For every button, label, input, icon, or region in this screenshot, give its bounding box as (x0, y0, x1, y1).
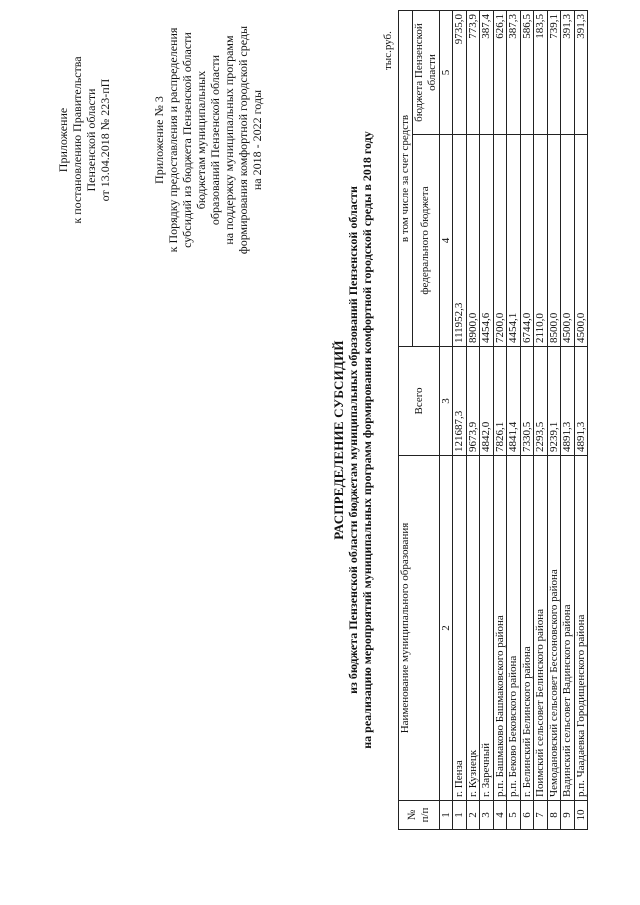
table-row (507, 11, 521, 830)
row-num: 1 (453, 801, 467, 830)
table-row (561, 11, 575, 830)
appendix-line: бюджетам муниципальных (194, 70, 208, 210)
row-name: г. Белинский Белинского района (520, 456, 534, 801)
table-row (574, 11, 588, 830)
row-regional: 739,1 (547, 11, 561, 135)
col-number: 1 (439, 801, 453, 830)
row-regional: 391,3 (561, 11, 575, 135)
header-including: в том числе за счет средств (399, 11, 413, 347)
row-total: 4842,0 (480, 347, 494, 456)
row-total: 4841,4 (507, 347, 521, 456)
appendix-line: Приложение № 3 (152, 96, 166, 184)
col-number: 5 (439, 11, 453, 135)
header-federal: федерального бюджета (412, 135, 439, 347)
appendix-block-resolution (56, 20, 112, 260)
appendix-line: на поддержку муниципальных программ (222, 35, 236, 245)
col-number: 3 (439, 347, 453, 456)
row-federal: 8500,0 (547, 135, 561, 347)
row-num: 2 (466, 801, 480, 830)
col-number: 4 (439, 135, 453, 347)
appendix-line: формирования комфортной городской среды (236, 25, 250, 255)
table-row (534, 11, 548, 830)
row-name: р.п. Башмаково Башмаковского района (493, 456, 507, 801)
table-row (453, 11, 467, 830)
appendix-line: к постановлению Правительства (70, 56, 84, 224)
row-name: г. Заречный (480, 456, 494, 801)
appendix-block-procedure (152, 20, 264, 260)
units-label: тыс.руб. (382, 31, 394, 70)
appendix-line: субсидий из бюджета Пензенской области (180, 32, 194, 248)
table-row (480, 11, 494, 830)
appendix-line: к Порядку предоставления и распределения (166, 27, 180, 253)
appendix-line: на 2018 - 2022 годы (250, 89, 264, 191)
row-federal: 4500,0 (574, 135, 588, 347)
header-total: Всего (399, 347, 440, 456)
row-total: 4891,3 (574, 347, 588, 456)
table-header-row (399, 11, 413, 830)
table-row (466, 11, 480, 830)
row-federal: 8900,0 (466, 135, 480, 347)
title-main: РАСПРЕДЕЛЕНИЕ СУБСИДИЙ (331, 340, 346, 540)
appendix-line: от 13.04.2018 № 223-пП (98, 78, 112, 202)
row-num: 4 (493, 801, 507, 830)
row-federal: 111952,3 (453, 135, 467, 347)
column-number-row (439, 11, 453, 830)
row-total: 9239,1 (547, 347, 561, 456)
row-federal: 4454,1 (507, 135, 521, 347)
row-total: 121687,3 (453, 347, 467, 456)
row-regional: 391,3 (574, 11, 588, 135)
row-regional: 773,9 (466, 11, 480, 135)
header-num: № п/п (399, 801, 440, 830)
row-federal: 7200,0 (493, 135, 507, 347)
row-regional: 9735,0 (453, 11, 467, 135)
row-federal: 6744,0 (520, 135, 534, 347)
row-regional: 626,1 (493, 11, 507, 135)
row-name: Чемодановский сельсовет Бессоновского района (547, 456, 561, 801)
row-total: 2293,5 (534, 347, 548, 456)
row-regional: 387,4 (480, 11, 494, 135)
row-total: 4891,3 (561, 347, 575, 456)
row-federal: 4454,6 (480, 135, 494, 347)
row-num: 10 (574, 801, 588, 830)
row-federal: 4500,0 (561, 135, 575, 347)
row-total: 9673,9 (466, 347, 480, 456)
appendix-line: Приложение (56, 107, 70, 173)
row-num: 8 (547, 801, 561, 830)
row-total: 7826,1 (493, 347, 507, 456)
row-num: 7 (534, 801, 548, 830)
appendix-line: Пензенской области (84, 88, 98, 192)
row-name: р.п. Беково Бековского района (507, 456, 521, 801)
row-num: 6 (520, 801, 534, 830)
table-row (520, 11, 534, 830)
subsidy-table (398, 10, 588, 830)
row-name: г. Кузнецк (466, 456, 480, 801)
row-num: 9 (561, 801, 575, 830)
row-regional: 387,3 (507, 11, 521, 135)
row-name: Вадинский сельсовет Вадинского района (561, 456, 575, 801)
row-name: р.п. Чаадаевка Городищенского района (574, 456, 588, 801)
row-num: 3 (480, 801, 494, 830)
row-total: 7330,5 (520, 347, 534, 456)
table-row (493, 11, 507, 830)
col-number: 2 (439, 456, 453, 801)
header-regional: бюджета Пензенской области (412, 11, 439, 135)
document-title (332, 10, 374, 870)
document-page (40, 10, 600, 870)
appendix-line: образований Пензенской области (208, 54, 222, 226)
title-line-3: на реализацию мероприятий муниципальных программ формирования комфортной городской среды в 2018 году (360, 131, 374, 749)
row-regional: 183,5 (534, 11, 548, 135)
row-federal: 2110,0 (534, 135, 548, 347)
row-name: г. Пенза (453, 456, 467, 801)
row-num: 5 (507, 801, 521, 830)
title-line-2: из бюджета Пензенской области бюджетам муниципальных образований Пензенской области (346, 186, 360, 694)
row-name: Поимский сельсовет Белинского района (534, 456, 548, 801)
table-row (547, 11, 561, 830)
row-regional: 586,5 (520, 11, 534, 135)
header-name: Наименование муниципального образования (399, 456, 440, 801)
